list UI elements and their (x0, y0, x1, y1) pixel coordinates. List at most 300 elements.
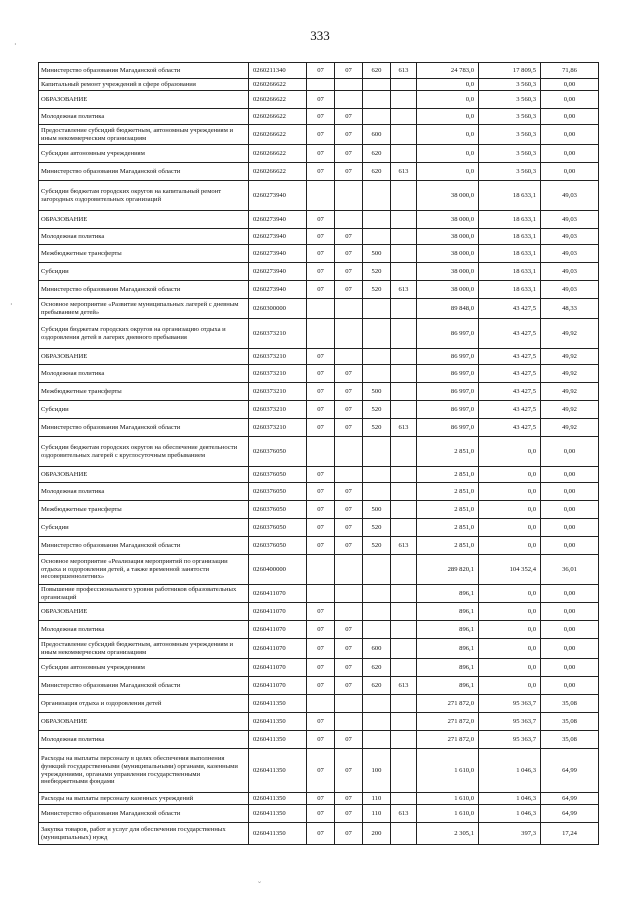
table-row (39, 109, 599, 125)
scan-artifact: ˘ (258, 880, 261, 890)
table-row (39, 519, 599, 537)
percent-executed: 0,00 (541, 677, 599, 695)
target-code: 0260411350 (249, 713, 307, 731)
subsection-code: 07 (335, 109, 363, 125)
subsection-code (335, 181, 363, 211)
planned-amount: 896,1 (417, 639, 479, 659)
target-code: 0260373210 (249, 349, 307, 365)
item-name: Субсидии бюджетам городских округов на обеспечение деятельности оздоровительных лагерей с круглосуточным пребыванием (39, 437, 249, 467)
admin-code (391, 211, 417, 229)
admin-code (391, 695, 417, 713)
item-name: Расходы на выплаты персоналу казенных учреждений (39, 793, 249, 805)
expense-type (363, 299, 391, 319)
target-code: 0260411350 (249, 793, 307, 805)
percent-executed: 35,08 (541, 731, 599, 749)
actual-amount: 43 427,5 (479, 365, 541, 383)
percent-executed: 0,00 (541, 467, 599, 483)
admin-code (391, 181, 417, 211)
actual-amount: 0,0 (479, 537, 541, 555)
expense-type: 110 (363, 793, 391, 805)
expense-type (363, 79, 391, 91)
item-name: ОБРАЗОВАНИЕ (39, 603, 249, 621)
table-row (39, 483, 599, 501)
target-code: 0260273940 (249, 263, 307, 281)
admin-code: 613 (391, 163, 417, 181)
admin-code (391, 793, 417, 805)
planned-amount: 38 000,0 (417, 245, 479, 263)
item-name: ОБРАЗОВАНИЕ (39, 211, 249, 229)
admin-code (391, 109, 417, 125)
admin-code: 613 (391, 419, 417, 437)
item-name: ОБРАЗОВАНИЕ (39, 91, 249, 109)
section-code: 07 (307, 713, 335, 731)
item-name: Министерство образования Магаданской области (39, 281, 249, 299)
subsection-code (335, 713, 363, 731)
section-code (307, 181, 335, 211)
item-name: Предоставление субсидий бюджетным, автономным учреждениям и иным некоммерческим организациям (39, 125, 249, 145)
item-name: Субсидия бюджетам городских округов на организацию отдыха и оздоровления детей в лагерях дневного пребывания (39, 319, 249, 349)
percent-executed: 49,92 (541, 365, 599, 383)
admin-code (391, 501, 417, 519)
percent-executed: 0,00 (541, 659, 599, 677)
target-code: 0260411350 (249, 749, 307, 793)
actual-amount: 0,0 (479, 621, 541, 639)
table-row (39, 125, 599, 145)
section-code (307, 555, 335, 585)
section-code: 07 (307, 749, 335, 793)
planned-amount: 271 872,0 (417, 731, 479, 749)
percent-executed: 0,00 (541, 437, 599, 467)
percent-executed: 0,00 (541, 145, 599, 163)
table-row (39, 621, 599, 639)
admin-code (391, 823, 417, 845)
admin-code (391, 401, 417, 419)
section-code (307, 79, 335, 91)
target-code: 0260411350 (249, 695, 307, 713)
admin-code (391, 365, 417, 383)
section-code: 07 (307, 677, 335, 695)
target-code: 0260373210 (249, 419, 307, 437)
section-code: 07 (307, 639, 335, 659)
section-code: 07 (307, 365, 335, 383)
percent-executed: 49,92 (541, 401, 599, 419)
planned-amount: 1 610,0 (417, 805, 479, 823)
table-row (39, 163, 599, 181)
page-number: 333 (310, 28, 330, 43)
planned-amount: 38 000,0 (417, 281, 479, 299)
section-code: 07 (307, 145, 335, 163)
target-code: 0260266622 (249, 91, 307, 109)
planned-amount: 86 997,0 (417, 319, 479, 349)
expense-type (363, 349, 391, 365)
subsection-code: 07 (335, 793, 363, 805)
section-code: 07 (307, 501, 335, 519)
target-code: 0260373210 (249, 319, 307, 349)
subsection-code (335, 695, 363, 713)
planned-amount: 2 851,0 (417, 483, 479, 501)
item-name: Молодежная политика (39, 109, 249, 125)
planned-amount: 2 851,0 (417, 437, 479, 467)
section-code: 07 (307, 263, 335, 281)
percent-executed: 64,99 (541, 749, 599, 793)
table-row (39, 501, 599, 519)
admin-code (391, 639, 417, 659)
subsection-code (335, 79, 363, 91)
planned-amount: 289 820,1 (417, 555, 479, 585)
admin-code (391, 483, 417, 501)
percent-executed: 49,03 (541, 211, 599, 229)
admin-code (391, 319, 417, 349)
planned-amount: 896,1 (417, 659, 479, 677)
planned-amount: 86 997,0 (417, 349, 479, 365)
percent-executed: 49,03 (541, 281, 599, 299)
section-code: 07 (307, 483, 335, 501)
subsection-code (335, 211, 363, 229)
percent-executed: 35,08 (541, 695, 599, 713)
subsection-code: 07 (335, 263, 363, 281)
expense-type: 110 (363, 805, 391, 823)
percent-executed: 0,00 (541, 91, 599, 109)
expense-type: 520 (363, 263, 391, 281)
admin-code (391, 145, 417, 163)
planned-amount: 86 997,0 (417, 401, 479, 419)
planned-amount: 2 851,0 (417, 467, 479, 483)
section-code (307, 299, 335, 319)
section-code: 07 (307, 805, 335, 823)
actual-amount: 95 363,7 (479, 713, 541, 731)
actual-amount: 3 560,3 (479, 145, 541, 163)
target-code: 0260411070 (249, 603, 307, 621)
item-name: Повышение профессионального уровня работников образовательных организаций (39, 585, 249, 603)
item-name: ОБРАЗОВАНИЕ (39, 467, 249, 483)
target-code: 0260411350 (249, 731, 307, 749)
expense-type (363, 713, 391, 731)
percent-executed: 49,03 (541, 229, 599, 245)
subsection-code (335, 319, 363, 349)
admin-code (391, 299, 417, 319)
admin-code (391, 585, 417, 603)
section-code: 07 (307, 383, 335, 401)
target-code: 0260411070 (249, 621, 307, 639)
target-code: 0260411070 (249, 677, 307, 695)
expense-type: 520 (363, 401, 391, 419)
target-code: 0260266622 (249, 79, 307, 91)
target-code: 0260273940 (249, 211, 307, 229)
table-row (39, 245, 599, 263)
table-row (39, 537, 599, 555)
item-name: Межбюджетные трансферты (39, 383, 249, 401)
actual-amount: 0,0 (479, 467, 541, 483)
percent-executed: 0,00 (541, 603, 599, 621)
subsection-code: 07 (335, 245, 363, 263)
target-code: 0260273940 (249, 281, 307, 299)
admin-code (391, 383, 417, 401)
expense-type (363, 365, 391, 383)
target-code: 0260376050 (249, 537, 307, 555)
planned-amount: 38 000,0 (417, 229, 479, 245)
actual-amount: 18 633,1 (479, 263, 541, 281)
actual-amount: 0,0 (479, 603, 541, 621)
table-row (39, 419, 599, 437)
admin-code (391, 125, 417, 145)
actual-amount: 0,0 (479, 501, 541, 519)
planned-amount: 2 305,1 (417, 823, 479, 845)
actual-amount: 1 046,3 (479, 793, 541, 805)
expense-type: 500 (363, 245, 391, 263)
subsection-code (335, 437, 363, 467)
target-code: 0260373210 (249, 401, 307, 419)
target-code: 0260266622 (249, 163, 307, 181)
target-code: 0260411350 (249, 805, 307, 823)
scan-edge-mark: · (14, 40, 17, 49)
item-name: Субсидии (39, 263, 249, 281)
target-code: 0260411350 (249, 823, 307, 845)
subsection-code: 07 (335, 383, 363, 401)
target-code: 0260411070 (249, 639, 307, 659)
planned-amount: 38 000,0 (417, 211, 479, 229)
percent-executed: 35,08 (541, 713, 599, 731)
target-code: 0260376050 (249, 467, 307, 483)
item-name: Субсидии автономным учреждениям (39, 659, 249, 677)
percent-executed: 0,00 (541, 483, 599, 501)
table-row (39, 467, 599, 483)
table-row (39, 695, 599, 713)
section-code (307, 585, 335, 603)
admin-code (391, 349, 417, 365)
expense-type (363, 585, 391, 603)
item-name: Основное мероприятие «Развитие муниципальных лагерей с дневным пребыванием детей» (39, 299, 249, 319)
actual-amount: 3 560,3 (479, 125, 541, 145)
actual-amount: 95 363,7 (479, 731, 541, 749)
section-code: 07 (307, 349, 335, 365)
expense-type: 620 (363, 63, 391, 79)
target-code: 0260266622 (249, 145, 307, 163)
admin-code (391, 621, 417, 639)
item-name: Расходы на выплаты персоналу в целях обеспечения выполнения функций государственными (муниципальными) органами, казенными учреждениями, органами управления государственными внебюджетными фондами (39, 749, 249, 793)
table-row (39, 263, 599, 281)
section-code: 07 (307, 125, 335, 145)
table-row (39, 585, 599, 603)
item-name: Министерство образования Магаданской области (39, 677, 249, 695)
table-row (39, 63, 599, 79)
item-name: Молодежная политика (39, 621, 249, 639)
table-row (39, 281, 599, 299)
item-name: Предоставление субсидий бюджетным, автономным учреждениям и иным некоммерческим организациям (39, 639, 249, 659)
percent-executed: 64,99 (541, 793, 599, 805)
section-code: 07 (307, 245, 335, 263)
subsection-code (335, 585, 363, 603)
table-row (39, 91, 599, 109)
actual-amount: 18 633,1 (479, 281, 541, 299)
table-row (39, 805, 599, 823)
table-row (39, 437, 599, 467)
item-name: Закупка товаров, работ и услуг для обеспечения государственных (муниципальных) нужд (39, 823, 249, 845)
item-name: Межбюджетные трансферты (39, 501, 249, 519)
actual-amount: 0,0 (479, 639, 541, 659)
actual-amount: 43 427,5 (479, 349, 541, 365)
item-name: Субсидии (39, 519, 249, 537)
subsection-code: 07 (335, 621, 363, 639)
expense-type: 520 (363, 519, 391, 537)
percent-executed: 0,00 (541, 125, 599, 145)
expense-type: 520 (363, 419, 391, 437)
subsection-code: 07 (335, 537, 363, 555)
item-name: Организация отдыха и оздоровления детей (39, 695, 249, 713)
item-name: Капитальный ремонт учреждений в сфере образования (39, 79, 249, 91)
expense-type (363, 483, 391, 501)
admin-code (391, 229, 417, 245)
table-row (39, 365, 599, 383)
admin-code: 613 (391, 677, 417, 695)
planned-amount: 89 848,0 (417, 299, 479, 319)
actual-amount: 18 633,1 (479, 245, 541, 263)
subsection-code: 07 (335, 639, 363, 659)
item-name: ОБРАЗОВАНИЕ (39, 713, 249, 731)
section-code: 07 (307, 91, 335, 109)
table-row (39, 229, 599, 245)
planned-amount: 0,0 (417, 91, 479, 109)
planned-amount: 2 851,0 (417, 519, 479, 537)
expense-type (363, 437, 391, 467)
actual-amount: 18 633,1 (479, 181, 541, 211)
section-code: 07 (307, 229, 335, 245)
expense-type: 620 (363, 163, 391, 181)
percent-executed: 49,92 (541, 419, 599, 437)
actual-amount: 43 427,5 (479, 319, 541, 349)
actual-amount: 95 363,7 (479, 695, 541, 713)
admin-code (391, 91, 417, 109)
planned-amount: 0,0 (417, 145, 479, 163)
section-code: 07 (307, 63, 335, 79)
table-row (39, 299, 599, 319)
table-row (39, 823, 599, 845)
actual-amount: 0,0 (479, 659, 541, 677)
section-code (307, 319, 335, 349)
percent-executed: 49,92 (541, 349, 599, 365)
section-code (307, 437, 335, 467)
planned-amount: 86 997,0 (417, 383, 479, 401)
percent-executed: 0,00 (541, 163, 599, 181)
table-row (39, 713, 599, 731)
target-code: 0260300000 (249, 299, 307, 319)
section-code: 07 (307, 823, 335, 845)
target-code: 0260376050 (249, 437, 307, 467)
section-code: 07 (307, 211, 335, 229)
item-name: Субсидии (39, 401, 249, 419)
expense-type (363, 731, 391, 749)
planned-amount: 38 000,0 (417, 181, 479, 211)
percent-executed: 36,01 (541, 555, 599, 585)
expense-type: 620 (363, 659, 391, 677)
section-code: 07 (307, 659, 335, 677)
actual-amount: 43 427,5 (479, 383, 541, 401)
expense-type: 500 (363, 383, 391, 401)
planned-amount: 86 997,0 (417, 419, 479, 437)
actual-amount: 0,0 (479, 483, 541, 501)
subsection-code: 07 (335, 483, 363, 501)
subsection-code: 07 (335, 401, 363, 419)
percent-executed: 0,00 (541, 79, 599, 91)
target-code: 0260400000 (249, 555, 307, 585)
subsection-code: 07 (335, 281, 363, 299)
table-row (39, 211, 599, 229)
section-code: 07 (307, 731, 335, 749)
expense-type: 620 (363, 677, 391, 695)
table-row (39, 145, 599, 163)
section-code: 07 (307, 621, 335, 639)
item-name: Молодежная политика (39, 365, 249, 383)
actual-amount: 1 046,3 (479, 749, 541, 793)
section-code: 07 (307, 793, 335, 805)
target-code: 0260273940 (249, 229, 307, 245)
planned-amount: 0,0 (417, 163, 479, 181)
expense-type (363, 467, 391, 483)
table-row (39, 349, 599, 365)
expense-type (363, 319, 391, 349)
percent-executed: 49,92 (541, 319, 599, 349)
expense-type: 520 (363, 537, 391, 555)
subsection-code: 07 (335, 163, 363, 181)
subsection-code: 07 (335, 63, 363, 79)
admin-code (391, 659, 417, 677)
planned-amount: 24 783,0 (417, 63, 479, 79)
item-name: Министерство образования Магаданской области (39, 419, 249, 437)
subsection-code (335, 467, 363, 483)
table-row (39, 793, 599, 805)
actual-amount: 18 633,1 (479, 229, 541, 245)
planned-amount: 0,0 (417, 79, 479, 91)
actual-amount: 0,0 (479, 585, 541, 603)
table-row (39, 319, 599, 349)
expense-type (363, 695, 391, 713)
admin-code: 613 (391, 63, 417, 79)
item-name: Основное мероприятие «Реализация мероприятий по организации отдыха и оздоровления детей, а также временной занятости несовершеннолетних» (39, 555, 249, 585)
table-row (39, 731, 599, 749)
admin-code (391, 263, 417, 281)
admin-code (391, 749, 417, 793)
table-row (39, 749, 599, 793)
planned-amount: 2 851,0 (417, 501, 479, 519)
section-code (307, 695, 335, 713)
actual-amount: 397,3 (479, 823, 541, 845)
target-code: 0260411070 (249, 585, 307, 603)
expense-type: 100 (363, 749, 391, 793)
percent-executed: 71,86 (541, 63, 599, 79)
percent-executed: 0,00 (541, 585, 599, 603)
actual-amount: 0,0 (479, 519, 541, 537)
admin-code (391, 713, 417, 731)
expense-type (363, 211, 391, 229)
target-code: 0260211340 (249, 63, 307, 79)
admin-code (391, 519, 417, 537)
planned-amount: 896,1 (417, 585, 479, 603)
actual-amount: 17 809,5 (479, 63, 541, 79)
planned-amount: 86 997,0 (417, 365, 479, 383)
item-name: ОБРАЗОВАНИЕ (39, 349, 249, 365)
expense-type (363, 603, 391, 621)
target-code: 0260273940 (249, 245, 307, 263)
table-row (39, 639, 599, 659)
table-row (39, 401, 599, 419)
planned-amount: 1 610,0 (417, 793, 479, 805)
actual-amount: 3 560,3 (479, 91, 541, 109)
table-row (39, 555, 599, 585)
planned-amount: 2 851,0 (417, 537, 479, 555)
percent-executed: 17,24 (541, 823, 599, 845)
subsection-code (335, 555, 363, 585)
section-code: 07 (307, 603, 335, 621)
admin-code (391, 79, 417, 91)
